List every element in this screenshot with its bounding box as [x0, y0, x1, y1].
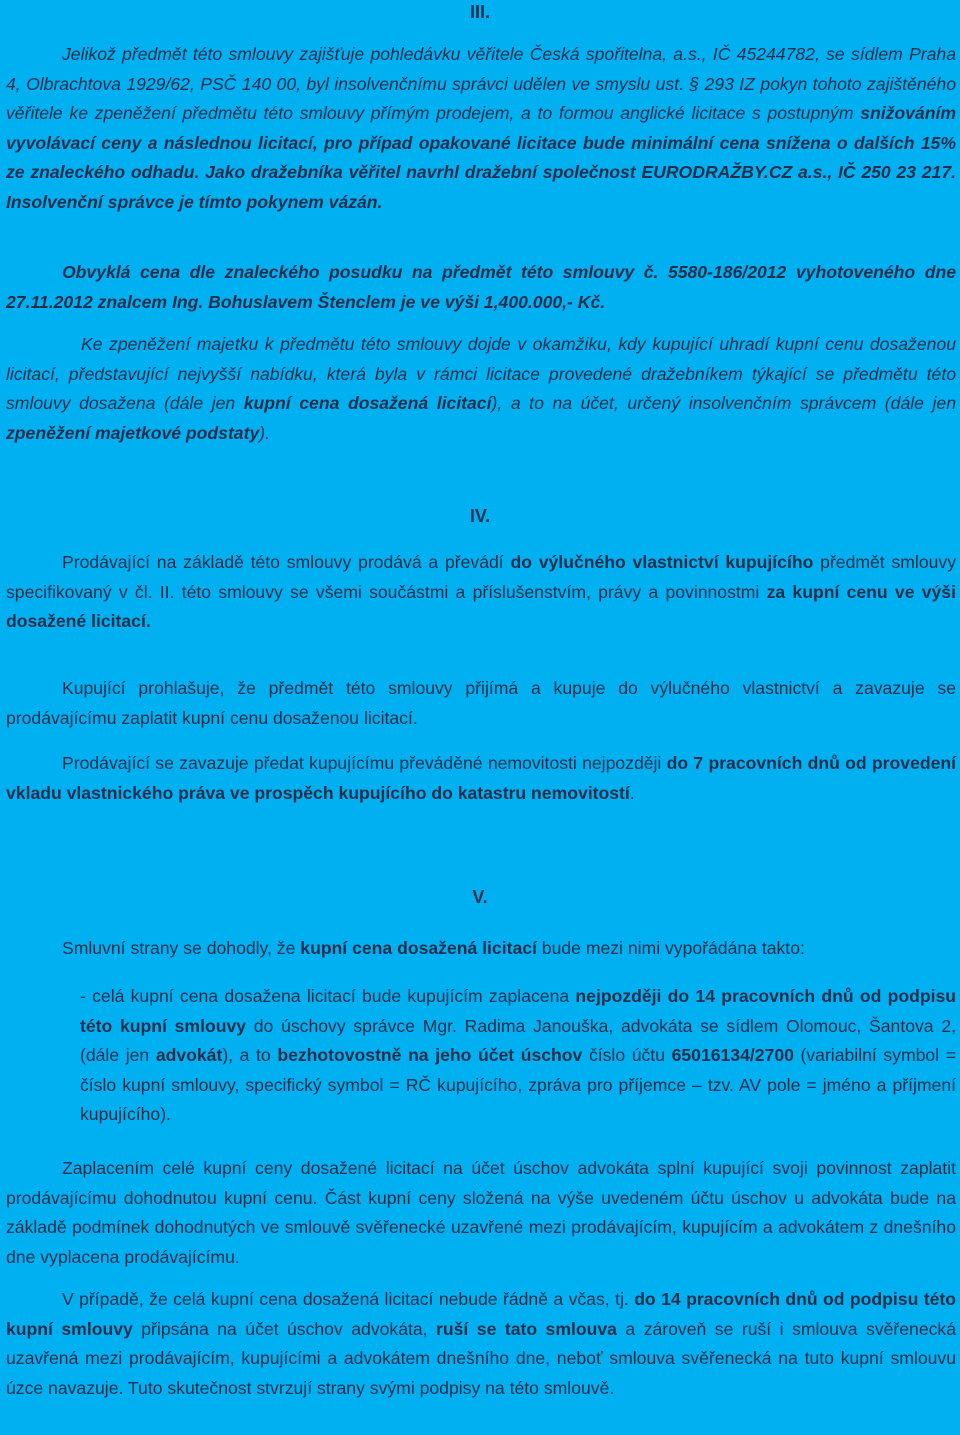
- paragraph-v-1: Smluvní strany se dohodly, že kupní cena dosažená licitací bude mezi nimi vypořádána takto:: [62, 938, 805, 958]
- paragraph-iv-3: Prodávající se zavazuje předat kupujícímu převáděné nemovitosti nejpozději do 7 pracovních dnů od provedení vkladu vlastnického práva ve prospěch kupujícího do katastru nemovitostí.: [6, 753, 956, 803]
- paragraph-iii-liquidation: Ke zpeněžení majetku k předmětu této smlouvy dojde v okamžiku, kdy kupující uhradí kupní cenu dosaženou licitací, představující nejvyšší nabídku, která byla v rámci licitace provedené dražebníkem týkající se předmětu této smlouvy dosažena (dále jen kupní cena dosažená licitací), a to na účet, určený insolvenčním správcem (dále jen zpeněžení majetkové podstaty).: [6, 334, 956, 443]
- bullet-payment-terms: - celá kupní cena dosažena licitací bude kupujícím zaplacena nejpozději do 14 pracovních dnů od podpisu této kupní smlouvy do úschovy správce Mgr. Radima Janouška, advokáta se sídlem Olomouc, Šantova 2, (dále jen advokát), a to bezhotovostně na jeho účet úschov číslo účtu 65016134/2700 (variabilní symbol = číslo kupní smlouvy, specifický symbol = RČ kupujícího, zpráva pro příjemce – tzv. AV pole = jméno a příjmení kupujícího).: [80, 986, 956, 1125]
- paragraph-v-2: Zaplacením celé kupní ceny dosažené licitací na účet úschov advokáta splní kupující svoji povinnost zaplatit prodávajícímu dohodnutou kupní cenu. Část kupní ceny složená na výše uvedeném účtu úschov u advokáta bude na základě podmínek dohodnutých ve smlouvě svěřenecké uzavřené mezi prodávajícím, kupujícím a advokátem z dnešního dne vyplacena prodávajícímu.: [6, 1158, 956, 1267]
- section-heading-v: V.: [472, 887, 488, 907]
- paragraph-iii-price: Obvyklá cena dle znaleckého posudku na předmět této smlouvy č. 5580-186/2012 vyhotoveného dne 27.11.2012 znalcem Ing. Bohuslavem Štenclem je ve výši 1,400.000,- Kč.: [6, 262, 956, 312]
- section-heading-iv: IV.: [469, 506, 491, 526]
- paragraph-iv-1: Prodávající na základě této smlouvy prodává a převádí do výlučného vlastnictví kupujícího předmět smlouvy specifikovaný v čl. II. této smlouvy se všemi součástmi a příslušenstvím, právy a povinnostmi za kupní cenu ve výši dosažené licitací.: [6, 552, 957, 632]
- paragraph-iii-1: Jelikož předmět této smlouvy zajišťuje pohledávku věřitele Česká spořitelna, a.s., IČ 45244782, se sídlem Praha 4, Olbrachtova 1929/62, PSČ 140 00, byl insolvenčnímu správci udělen ve smyslu ust. § 293 IZ pokyn tohoto zajištěného věřitele ke zpeněžení předmětu této smlouvy přímým prodejem, a to formou anglické licitace s postupným snižováním vyvolávací ceny a následnou licitací, pro případ opakované licitace bude minimální cena snížena o dalších 15% ze znaleckého odhadu. Jako dražebníka věřitel navrhl dražební společnost EURODRAŽBY.CZ a.s., IČ 250 23 217. Insolvenční správce je tímto pokynem vázán.: [6, 44, 956, 212]
- paragraph-iv-2: Kupující prohlašuje, že předmět této smlouvy přijímá a kupuje do výlučného vlastnictví a zavazuje se prodávajícímu zaplatit kupní cenu dosaženou licitací.: [6, 678, 956, 728]
- section-heading-iii: III.: [469, 2, 490, 22]
- paragraph-v-3: V případě, že celá kupní cena dosažená licitací nebude řádně a včas, tj. do 14 pracovních dnů od podpisu této kupní smlouvy připsána na účet úschov advokáta, ruší se tato smlouva a zároveň se ruší i smlouva svěřenecká uzavřená mezi prodávajícím, kupujícími a advokátem dnešního dne, neboť smlouva svěřenecká na tuto kupní smlouvu úzce navazuje. Tuto skutečnost stvrzují strany svými podpisy na této smlouvě.: [6, 1289, 957, 1398]
